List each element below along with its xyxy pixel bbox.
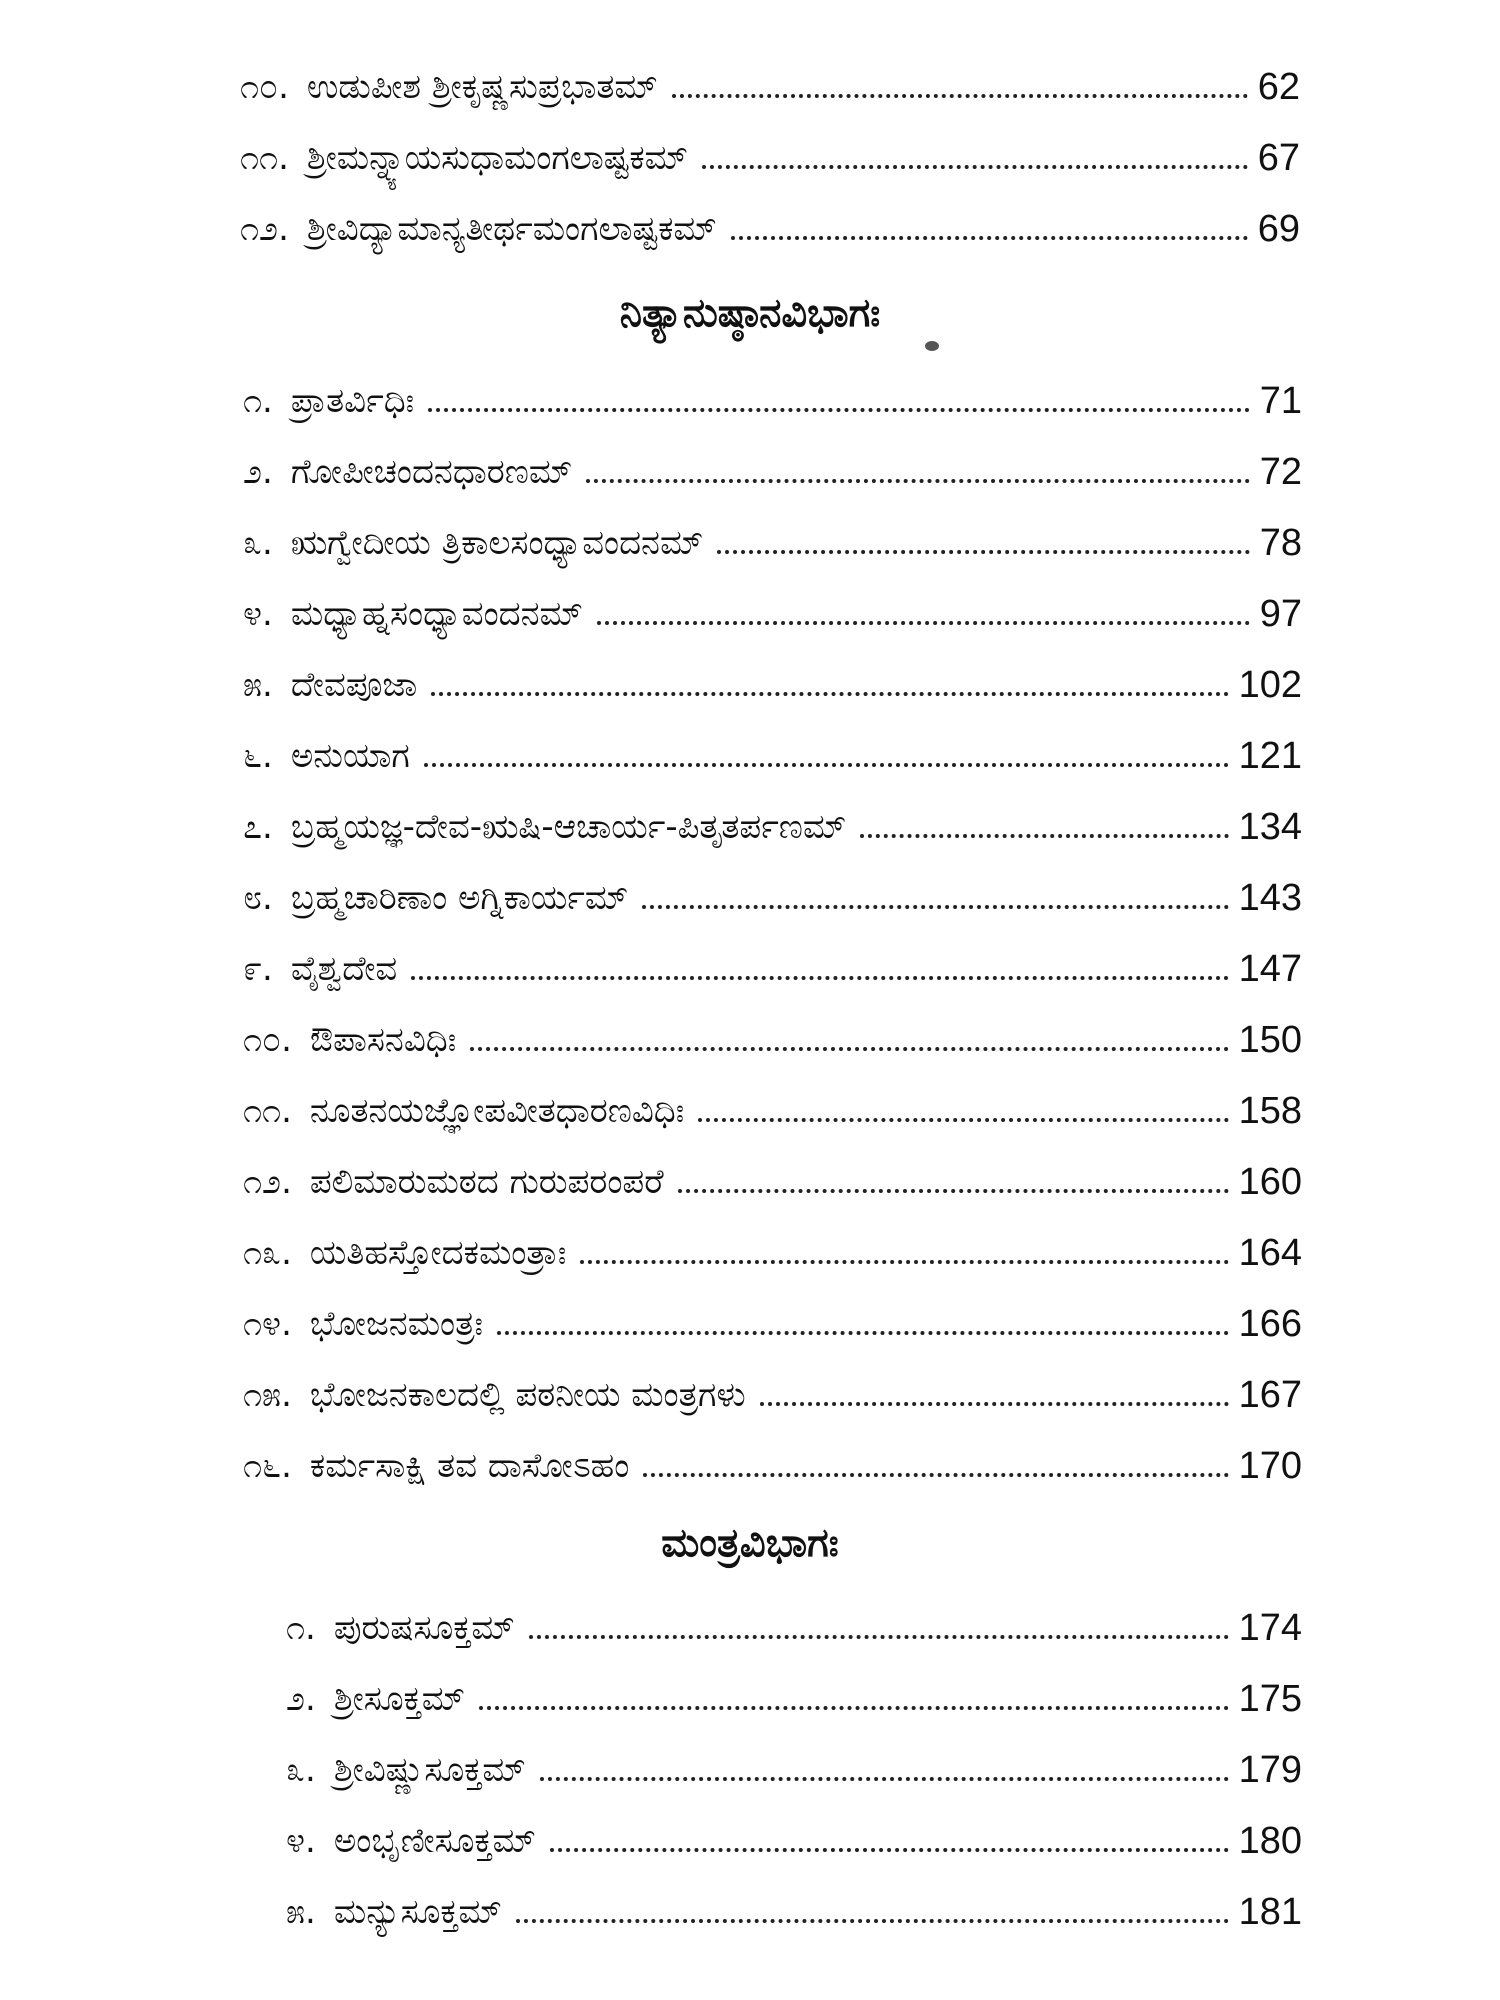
entry-number: ೩. — [286, 1750, 316, 1790]
entry-number: ೪. — [243, 594, 273, 634]
entry-number: ೧೧. — [240, 138, 289, 178]
toc-entry — [243, 847, 1302, 918]
toc-entry — [286, 1577, 1302, 1648]
entry-number: ೧೫. — [243, 1375, 292, 1415]
entry-number: ೮. — [243, 878, 273, 918]
entry-number: ೧೧. — [243, 1091, 292, 1131]
entry-page-number: 102 — [1238, 664, 1302, 706]
entry-title: ಔಪಾಸನವಿಧಿಃ — [309, 1020, 457, 1060]
dot-leader — [431, 692, 1228, 696]
entry-number: ೨. — [286, 1679, 316, 1719]
entry-number: ೧೨. — [240, 209, 289, 249]
entry-number: ೫. — [286, 1892, 316, 1932]
entry-page-number: 97 — [1259, 593, 1302, 635]
dot-leader — [597, 621, 1250, 625]
entry-title: ಶ್ರೀಸೂಕ್ತಮ್ — [333, 1679, 466, 1719]
entry-page-number: 62 — [1257, 66, 1300, 108]
entry-number: ೧೩. — [243, 1233, 292, 1273]
toc-entry — [243, 563, 1302, 634]
entry-title: ಗೋಪೀಚಂದನಧಾರಣಮ್ — [290, 452, 573, 492]
entry-number: ೯. — [243, 949, 273, 989]
toc-entry — [243, 421, 1302, 492]
toc-entry — [243, 776, 1302, 847]
entry-title: ಯತಿಹಸ್ತೋದಕಮಂತ್ರಾಃ — [309, 1233, 567, 1273]
toc-entry — [243, 1131, 1302, 1202]
entry-page-number: 181 — [1238, 1891, 1302, 1933]
entry-title: ಶ್ರೀವಿಷ್ಣುಸೂಕ್ತಮ್ — [333, 1750, 526, 1790]
entry-title: ಭೋಜನಮಂತ್ರಃ — [309, 1304, 484, 1344]
toc-entry — [286, 1790, 1302, 1861]
dot-leader — [760, 1402, 1229, 1406]
entry-title: ಬ್ರಹ್ಮಚಾರಿಣಾಂ ಅಗ್ನಿಕಾರ್ಯಮ್ — [290, 878, 629, 918]
entry-page-number: 121 — [1238, 735, 1302, 777]
toc-entry — [240, 36, 1300, 107]
entry-page-number: 158 — [1238, 1090, 1302, 1132]
dot-leader — [717, 550, 1249, 554]
toc-list-mantra — [286, 1577, 1302, 1932]
entry-number: ೧೪. — [243, 1304, 292, 1344]
entry-title: ಋಗ್ವೇದೀಯ ತ್ರಿಕಾಲಸಂಧ್ಯಾವಂದನಮ್ — [290, 523, 704, 563]
entry-title: ಭೋಜನಕಾಲದಲ್ಲಿ ಪಠನೀಯ ಮಂತ್ರಗಳು — [309, 1375, 746, 1415]
entry-number: ೧. — [243, 381, 273, 421]
dot-leader — [698, 1118, 1228, 1122]
dot-leader — [470, 1047, 1228, 1051]
entry-page-number: 147 — [1238, 948, 1302, 990]
entry-page-number: 150 — [1238, 1019, 1302, 1061]
dot-leader — [428, 408, 1250, 412]
entry-title: ಅಂಭೃಣೀಸೂಕ್ತಮ್ — [333, 1821, 536, 1861]
dot-leader — [497, 1331, 1229, 1335]
dot-leader — [479, 1706, 1229, 1710]
toc-entry — [243, 634, 1302, 705]
entry-page-number: 174 — [1238, 1607, 1302, 1649]
dot-leader — [580, 1260, 1228, 1264]
entry-number: ೫. — [243, 665, 273, 705]
entry-number: ೧೦. — [240, 67, 289, 107]
entry-title: ನೂತನಯಜ್ಞೋಪವೀತಧಾರಣವಿಧಿಃ — [309, 1091, 685, 1131]
entry-number: ೧೨. — [243, 1162, 292, 1202]
entry-page-number: 170 — [1238, 1445, 1302, 1487]
entry-title: ವೈಶ್ವದೇವ — [290, 949, 398, 989]
toc-entry — [243, 1202, 1302, 1273]
dot-leader — [540, 1777, 1229, 1781]
toc-entry — [243, 918, 1302, 989]
toc-entry — [243, 492, 1302, 563]
entry-title: ಪ್ರಾತರ್ವಿಧಿಃ — [290, 381, 415, 421]
entry-page-number: 179 — [1238, 1749, 1302, 1791]
entry-page-number: 134 — [1238, 806, 1302, 848]
entry-title: ಪಲಿಮಾರುಮಠದ ಗುರುಪರಂಪರೆ — [309, 1162, 664, 1202]
section-heading-nitya: ನಿತ್ಯಾನುಷ್ಠಾನವಿಭಾಗಃ — [619, 290, 881, 336]
toc-entry — [286, 1861, 1302, 1932]
toc-list-continued — [240, 36, 1300, 249]
entry-page-number: 69 — [1257, 208, 1300, 250]
dot-leader — [529, 1635, 1229, 1639]
entry-title: ಪುರುಷಸೂಕ್ತಮ್ — [333, 1608, 515, 1648]
entry-number: ೭. — [243, 807, 273, 847]
dot-leader — [516, 1919, 1229, 1923]
entry-number: ೨. — [243, 452, 273, 492]
entry-number: ೧. — [286, 1608, 316, 1648]
entry-page-number: 71 — [1259, 380, 1302, 422]
dot-leader — [702, 165, 1248, 169]
toc-entry — [240, 107, 1300, 178]
entry-title: ಮನ್ಯುಸೂಕ್ತಮ್ — [333, 1892, 502, 1932]
toc-entry — [243, 350, 1302, 421]
dot-leader — [860, 834, 1228, 838]
toc-entry — [243, 1415, 1302, 1486]
toc-entry — [240, 178, 1300, 249]
entry-number: ೧೦. — [243, 1020, 292, 1060]
entry-title: ಬ್ರಹ್ಮಯಜ್ಞ-ದೇವ-ಋಷಿ-ಆಚಾರ್ಯ-ಪಿತೃತರ್ಪಣಮ್ — [290, 807, 847, 847]
entry-number: ೪. — [286, 1821, 316, 1861]
toc-entry — [286, 1648, 1302, 1719]
dot-leader — [550, 1848, 1229, 1852]
toc-entry — [243, 989, 1302, 1060]
toc-list-nitya — [243, 350, 1302, 1486]
entry-page-number: 72 — [1259, 451, 1302, 493]
dot-leader — [731, 236, 1248, 240]
entry-title: ದೇವಪೂಜಾ — [290, 665, 418, 705]
entry-number: ೩. — [243, 523, 273, 563]
section-heading-mantra: ಮಂತ್ರವಿಭಾಗಃ — [661, 1520, 839, 1566]
dot-leader — [643, 1473, 1228, 1477]
entry-page-number: 164 — [1238, 1232, 1302, 1274]
toc-entry — [243, 705, 1302, 776]
entry-page-number: 78 — [1259, 522, 1302, 564]
dot-leader — [672, 94, 1248, 98]
entry-title: ಶ್ರೀಮನ್ನ್ಯಾಯಸುಧಾಮಂಗಲಾಷ್ಟಕಮ್ — [306, 138, 688, 178]
entry-title: ಮಧ್ಯಾಹ್ನಸಂಧ್ಯಾವಂದನಮ್ — [290, 594, 583, 634]
dot-leader — [586, 479, 1249, 483]
entry-page-number: 160 — [1238, 1161, 1302, 1203]
entry-page-number: 143 — [1238, 877, 1302, 919]
dot-leader — [642, 905, 1228, 909]
entry-number: ೧೬. — [243, 1446, 292, 1486]
entry-page-number: 167 — [1238, 1374, 1302, 1416]
entry-title: ಶ್ರೀವಿದ್ಯಾಮಾನ್ಯತೀರ್ಥಮಂಗಲಾಷ್ಟಕಮ್ — [306, 209, 717, 249]
toc-entry — [286, 1719, 1302, 1790]
dot-leader — [424, 763, 1229, 767]
entry-title: ಕರ್ಮಸಾಕ್ಷಿ ತವ ದಾಸೋಽಹಂ — [309, 1446, 630, 1486]
entry-page-number: 67 — [1257, 137, 1300, 179]
dot-leader — [411, 976, 1228, 980]
dot-leader — [678, 1189, 1229, 1193]
toc-entry — [243, 1273, 1302, 1344]
entry-title: ಉಡುಪೀಶ ಶ್ರೀಕೃಷ್ಣಸುಪ್ರಭಾತಮ್ — [306, 67, 658, 107]
entry-page-number: 180 — [1238, 1820, 1302, 1862]
entry-page-number: 175 — [1238, 1678, 1302, 1720]
toc-entry — [243, 1344, 1302, 1415]
entry-page-number: 166 — [1238, 1303, 1302, 1345]
entry-number: ೬. — [243, 736, 273, 776]
entry-title: ಅನುಯಾಗ — [290, 736, 410, 776]
toc-entry — [243, 1060, 1302, 1131]
